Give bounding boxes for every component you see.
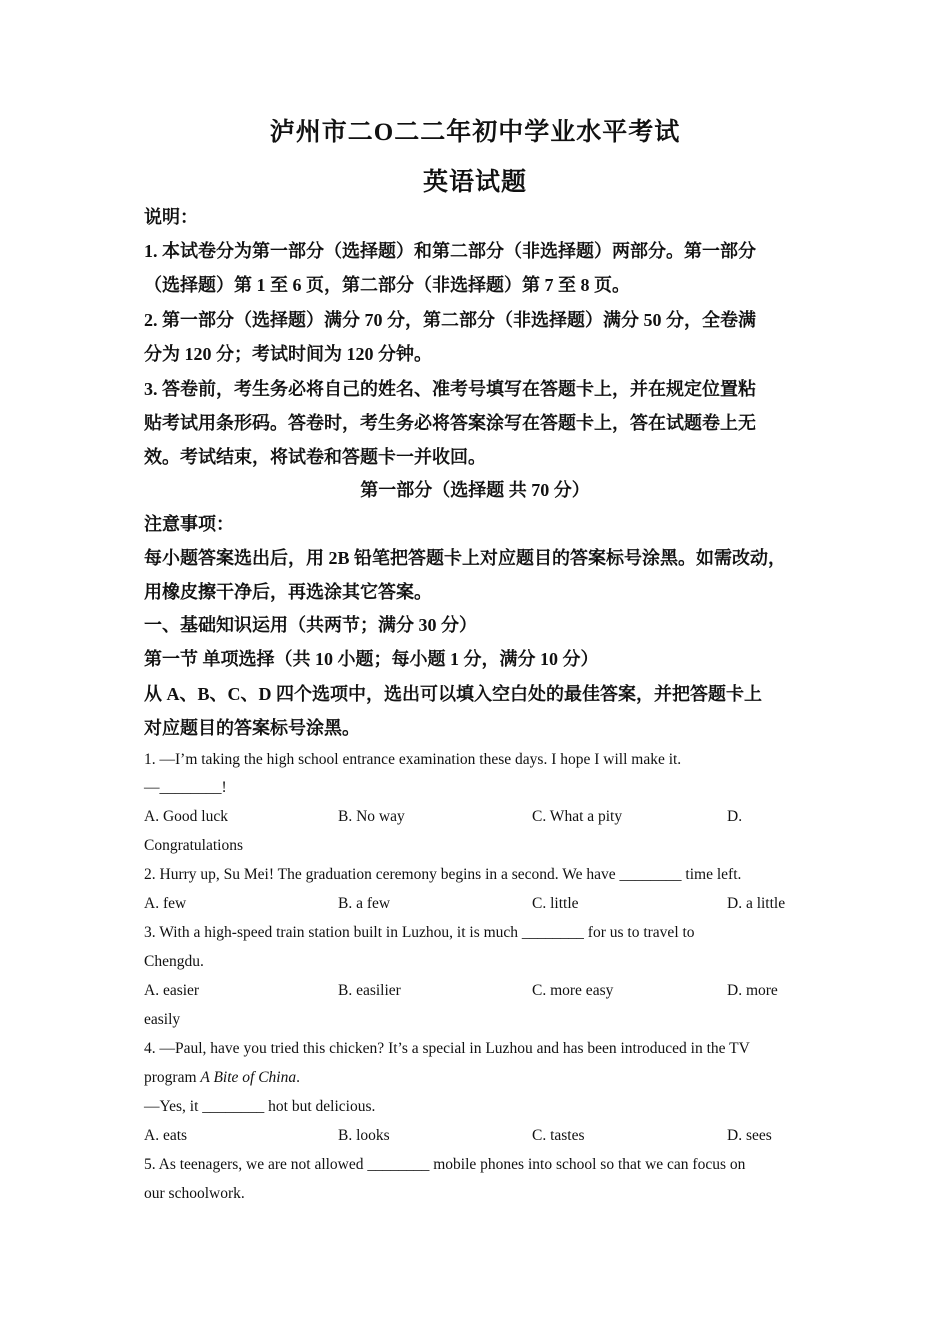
- question-4-reply: —Yes, it ________ hot but delicious.: [144, 1098, 376, 1115]
- instructions-heading: 说明：: [144, 207, 198, 227]
- question-4-options: [144, 1121, 820, 1150]
- option-d-continued: easily: [144, 1011, 181, 1028]
- section-heading: 一、基础知识运用（共两节；满分 30 分）: [144, 615, 477, 635]
- program-suffix: .: [296, 1069, 300, 1086]
- instruction-line: （选择题）第 1 至 6 页，第二部分（非选择题）第 7 至 8 页。: [144, 275, 630, 295]
- option-a: A. Good luck: [144, 808, 228, 825]
- option-c: C. more easy: [532, 982, 614, 999]
- program-title: A Bite of China: [200, 1069, 297, 1086]
- instruction-line: 2. 第一部分（选择题）满分 70 分，第二部分（非选择题）满分 50 分，全卷满: [144, 310, 756, 330]
- option-b: B. No way: [338, 808, 405, 825]
- instruction-line: 1. 本试卷分为第一部分（选择题）和第二部分（非选择题）两部分。第一部分: [144, 241, 756, 261]
- option-d: D. a little: [727, 895, 786, 912]
- option-a: A. easier: [144, 982, 200, 999]
- option-d: D. more: [727, 982, 778, 999]
- directions-line: 从 A、B、C、D 四个选项中，选出可以填入空白处的最佳答案，并把答题卡上: [144, 684, 762, 704]
- option-d-continued: Congratulations: [144, 837, 244, 854]
- question-2-options: [144, 889, 820, 918]
- question-5-stem-cont: our schoolwork.: [144, 1185, 245, 1202]
- option-b: B. looks: [338, 1127, 390, 1144]
- question-3-stem: 3. With a high-speed train station built in Luzhou, it is much ________ for us to travel to: [144, 924, 695, 941]
- question-5-stem: 5. As teenagers, we are not allowed ________ mobile phones into school so that we can focus on: [144, 1156, 746, 1173]
- question-1-stem: 1. —I’m taking the high school entrance examination these days. I hope I will make it.: [144, 751, 682, 768]
- option-d: D. sees: [727, 1127, 772, 1144]
- question-3-stem-cont: Chengdu.: [144, 953, 204, 970]
- question-2-stem: 2. Hurry up, Su Mei! The graduation ceremony begins in a second. We have ________ time left.: [144, 866, 742, 883]
- instruction-line: 3. 答卷前，考生务必将自己的姓名、准考号填写在答题卡上，并在规定位置粘: [144, 379, 756, 399]
- question-4-stem: 4. —Paul, have you tried this chicken? It’s a special in Luzhou and has been introduced in the TV: [144, 1040, 750, 1057]
- exam-subtitle: 英语试题: [422, 169, 527, 196]
- question-4-stem-cont: [144, 1063, 820, 1092]
- option-b: B. a few: [338, 895, 391, 912]
- notes-heading: 注意事项：: [144, 514, 234, 534]
- exam-title: 泸州市二O二二年初中学业水平考试: [269, 119, 681, 146]
- notes-line: 用橡皮擦干净后，再选涂其它答案。: [144, 582, 432, 602]
- option-b: B. easilier: [338, 982, 401, 999]
- subsection-heading: 第一节 单项选择（共 10 小题；每小题 1 分，满分 10 分）: [144, 649, 599, 669]
- program-prefix: program: [144, 1069, 201, 1086]
- part1-heading: 第一部分（选择题 共 70 分）: [360, 480, 590, 500]
- option-c: C. What a pity: [532, 808, 623, 825]
- instruction-line: 效。考试结束，将试卷和答题卡一并收回。: [144, 447, 486, 467]
- option-d: D.: [727, 808, 743, 825]
- option-c: C. tastes: [532, 1127, 585, 1144]
- question-3-options: [144, 976, 820, 1005]
- option-a: A. few: [144, 895, 187, 912]
- instruction-line: 分为 120 分；考试时间为 120 分钟。: [144, 344, 432, 364]
- notes-line: 每小题答案选出后，用 2B 铅笔把答题卡上对应题目的答案标号涂黑。如需改动，: [144, 548, 787, 568]
- question-1-reply: —________!: [144, 779, 227, 796]
- instruction-line: 贴考试用条形码。答卷时，考生务必将答案涂写在答题卡上，答在试题卷上无: [144, 413, 756, 433]
- question-1-options: [144, 802, 820, 831]
- option-c: C. little: [532, 895, 579, 912]
- directions-line: 对应题目的答案标号涂黑。: [144, 718, 360, 738]
- option-a: A. eats: [144, 1127, 188, 1144]
